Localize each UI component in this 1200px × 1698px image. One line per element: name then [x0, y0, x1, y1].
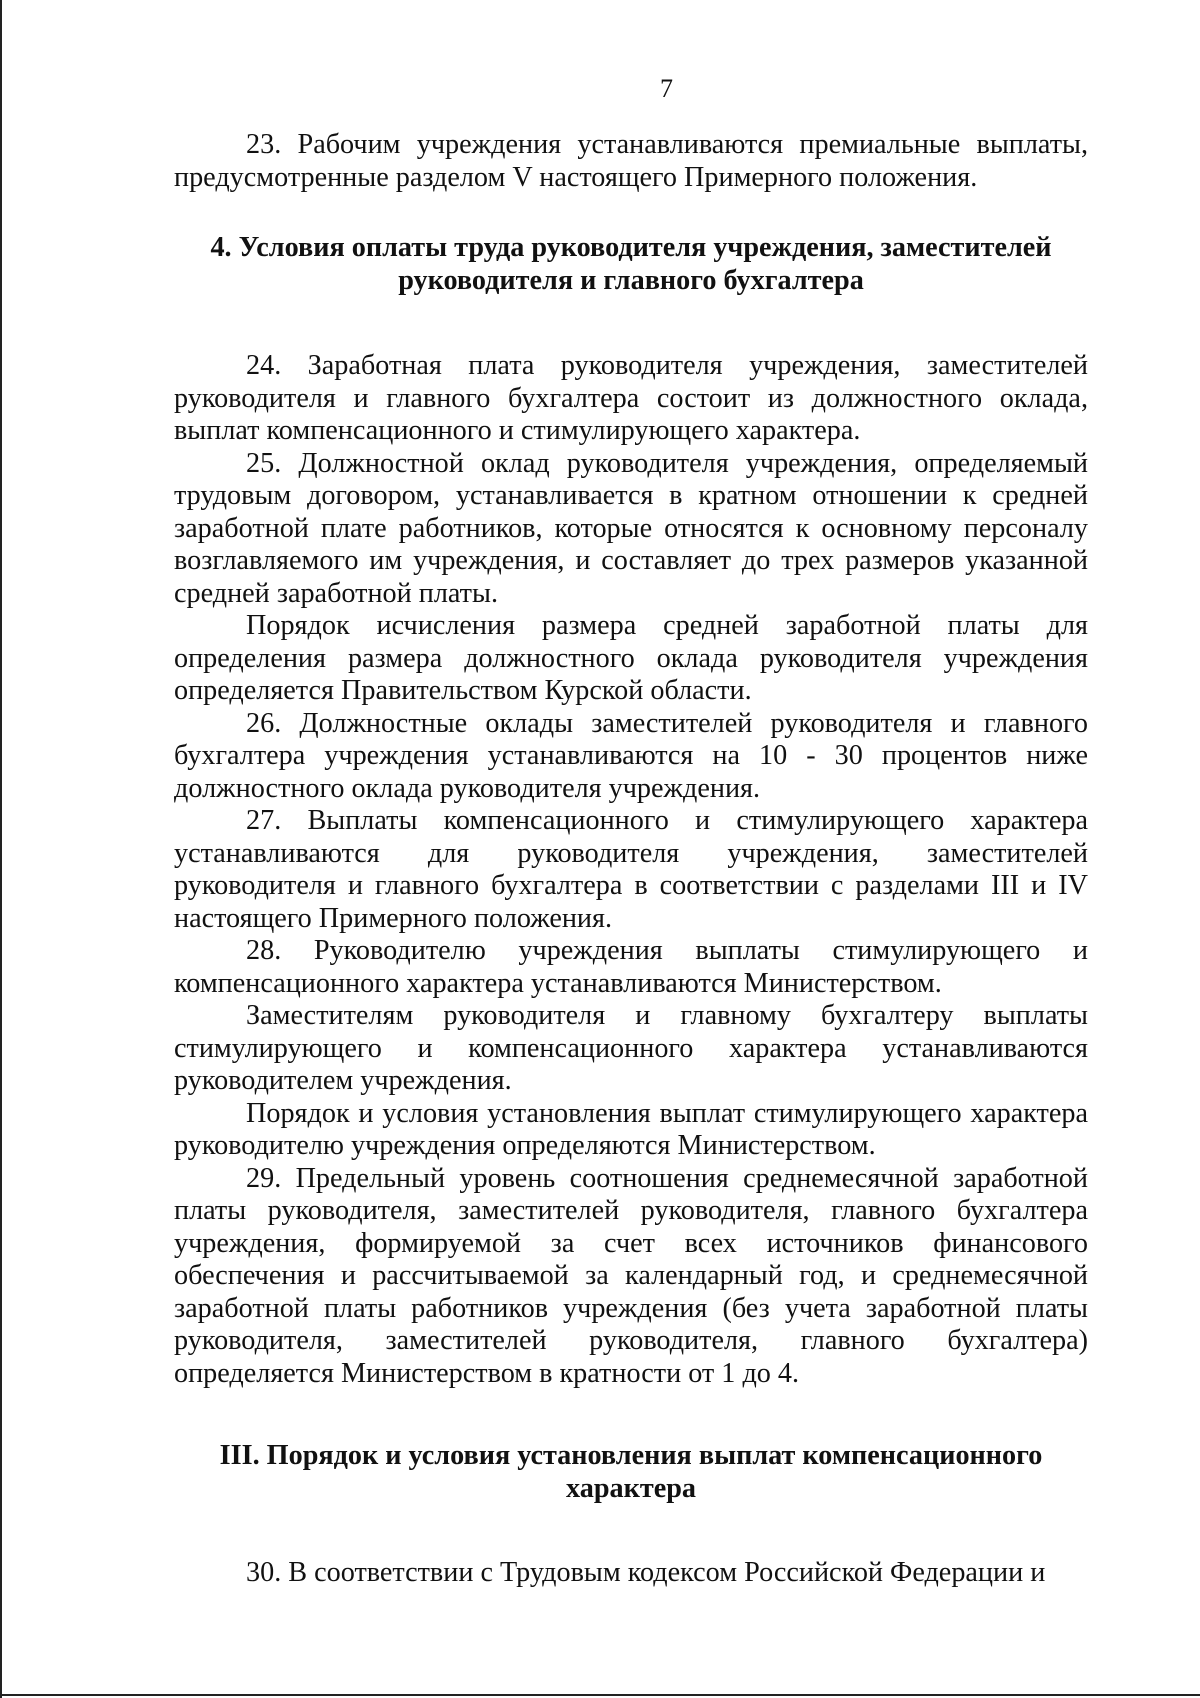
- section-4-heading: [174, 232, 1088, 297]
- document-body: [174, 129, 1088, 1590]
- scan-edge-left: [0, 0, 2, 1698]
- paragraph-28-deputies: Заместителям руководителя и главному бухгалтеру выплаты стимулирующего и компенсационного характера устанавливаются руководителем учреждения.: [174, 1000, 1088, 1096]
- section-4-heading-line2: руководителя и главного бухгалтера: [398, 264, 864, 296]
- paragraph-28-order: Порядок и условия установления выплат стимулирующего характера руководителю учреждения определяются Министерством.: [174, 1097, 1088, 1161]
- paragraph-24: 24. Заработная плата руководителя учреждения, заместителей руководителя и главного бухгалтера состоит из должностного оклада, выплат компенсационного и стимулирующего характера.: [174, 350, 1088, 446]
- scan-edge-bottom: [0, 1694, 1200, 1696]
- paragraph-23: 23. Рабочим учреждения устанавливаются премиальные выплаты, предусмотренные разделом V настоящего Примерного положения.: [174, 129, 1088, 193]
- paragraph-25-order: Порядок исчисления размера средней заработной платы для определения размера должностного оклада руководителя учреждения определяется Правительством Курской области.: [174, 610, 1088, 706]
- paragraph-26: 26. Должностные оклады заместителей руководителя и главного бухгалтера учреждения устанавливаются на 10 - 30 процентов ниже должностного оклада руководителя учреждения.: [174, 707, 1088, 804]
- paragraph-30: 30. В соответствии с Трудовым кодексом Российской Федерации и: [246, 1557, 1046, 1588]
- section-4-heading-line1: 4. Условия оплаты труда руководителя учреждения, заместителей: [210, 232, 1052, 263]
- paragraph-25: 25. Должностной оклад руководителя учреждения, определяемый трудовым договором, устанавливается в кратном отношении к средней заработной плате работников, которые относятся к основному персоналу возглавляемого им учреждения, и составляет до трех размеров указанной средней заработной платы.: [174, 447, 1088, 609]
- section-3-heading: [174, 1440, 1088, 1505]
- page-number: 7: [660, 74, 673, 103]
- paragraph-29: 29. Предельный уровень соотношения среднемесячной заработной платы руководителя, заместителей руководителя, главного бухгалтера учреждения, формируемой за счет всех источников финансового обеспечения и рассчитываемой за календарный год, и среднемесячной заработной платы работников учреждения (без учета заработной платы руководителя, заместителей руководителя, главного бухгалтера) определяется Министерством в кратности от 1 до 4.: [174, 1162, 1088, 1389]
- section-3-heading-line1: III. Порядок и условия установления выплат компенсационного: [219, 1440, 1043, 1471]
- paragraph-27: 27. Выплаты компенсационного и стимулирующего характера устанавливаются для руководителя учреждения, заместителей руководителя и главного бухгалтера в соответствии с разделами III и IV настоящего Примерного положения.: [174, 805, 1088, 934]
- section-3-heading-line2: характера: [566, 1472, 696, 1504]
- paragraph-28: 28. Руководителю учреждения выплаты стимулирующего и компенсационного характера устанавливаются Министерством.: [174, 935, 1088, 999]
